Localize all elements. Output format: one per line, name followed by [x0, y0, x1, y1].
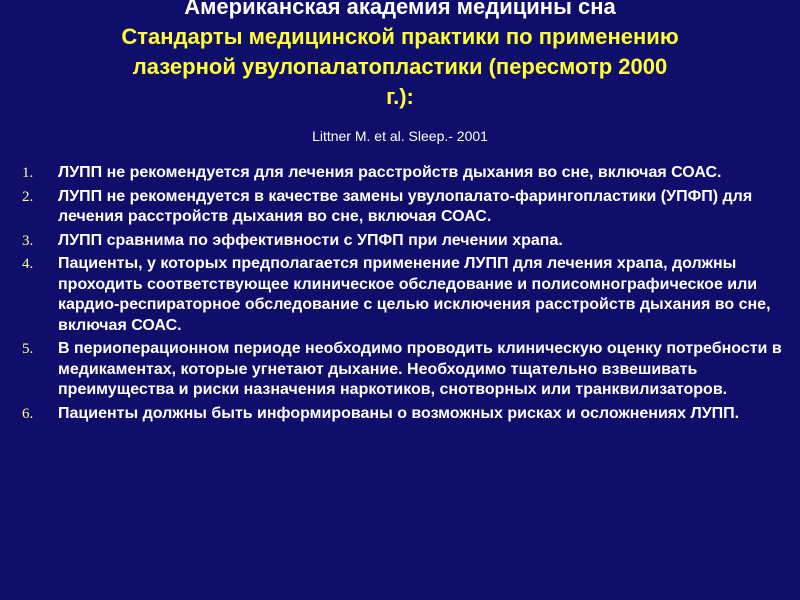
- list-item-text: В периоперационном периоде необходимо проводить клиническую оценку потребности в медикаментах, которые угнетают дыхание. Необходимо тщательно взвешивать преимущества и риски назначения наркотиков, снотворных или транквилизаторов.: [58, 340, 782, 398]
- list-item: [18, 187, 788, 228]
- list-item-text: Пациенты, у которых предполагается применение ЛУПП для лечения храпа, должны проходить соответствующее клиническое обследование и полисомнографическое или кардио-респираторное обследование с целью исключения расстройств дыхания во сне, включая СОАС.: [58, 255, 771, 334]
- title-line-2: Стандарты медицинской практики по применению: [121, 24, 679, 49]
- list-item-number: 6.: [22, 405, 34, 422]
- list-item-text: ЛУПП не рекомендуется в качестве замены увулопалато-фарингопластики (УПФП) для лечения расстройств дыхания во сне, включая СОАС.: [58, 187, 753, 225]
- title-line-3: лазерной увулопалатопластики (пересмотр 2000: [132, 54, 668, 79]
- list-item: [18, 231, 788, 252]
- recommendations-list: [18, 163, 788, 427]
- list-item: [18, 254, 788, 336]
- list-item-number: 1.: [22, 165, 34, 181]
- slide-title: [0, 0, 800, 112]
- list-item-number: 5.: [22, 341, 34, 357]
- list-item: [18, 163, 788, 184]
- list-item-text: ЛУПП сравнима по эффективности с УПФП при лечении храпа.: [58, 231, 563, 249]
- list-item-number: 2.: [22, 188, 34, 205]
- title-line-4: г.):: [386, 84, 414, 109]
- list-item-text: ЛУПП не рекомендуется для лечения расстройств дыхания во сне, включая СОАС.: [58, 164, 722, 181]
- title-line-organization: Американская академия медицины сна: [184, 0, 616, 19]
- citation: Littner M. et al. Sleep.- 2001: [312, 128, 488, 144]
- list-item-text: Пациенты должны быть информированы о возможных рисках и осложнениях ЛУПП.: [58, 404, 740, 422]
- list-item-number: 4.: [22, 256, 34, 272]
- list-item: [18, 339, 788, 401]
- list-item-number: 3.: [22, 232, 34, 249]
- list-item: [18, 404, 788, 425]
